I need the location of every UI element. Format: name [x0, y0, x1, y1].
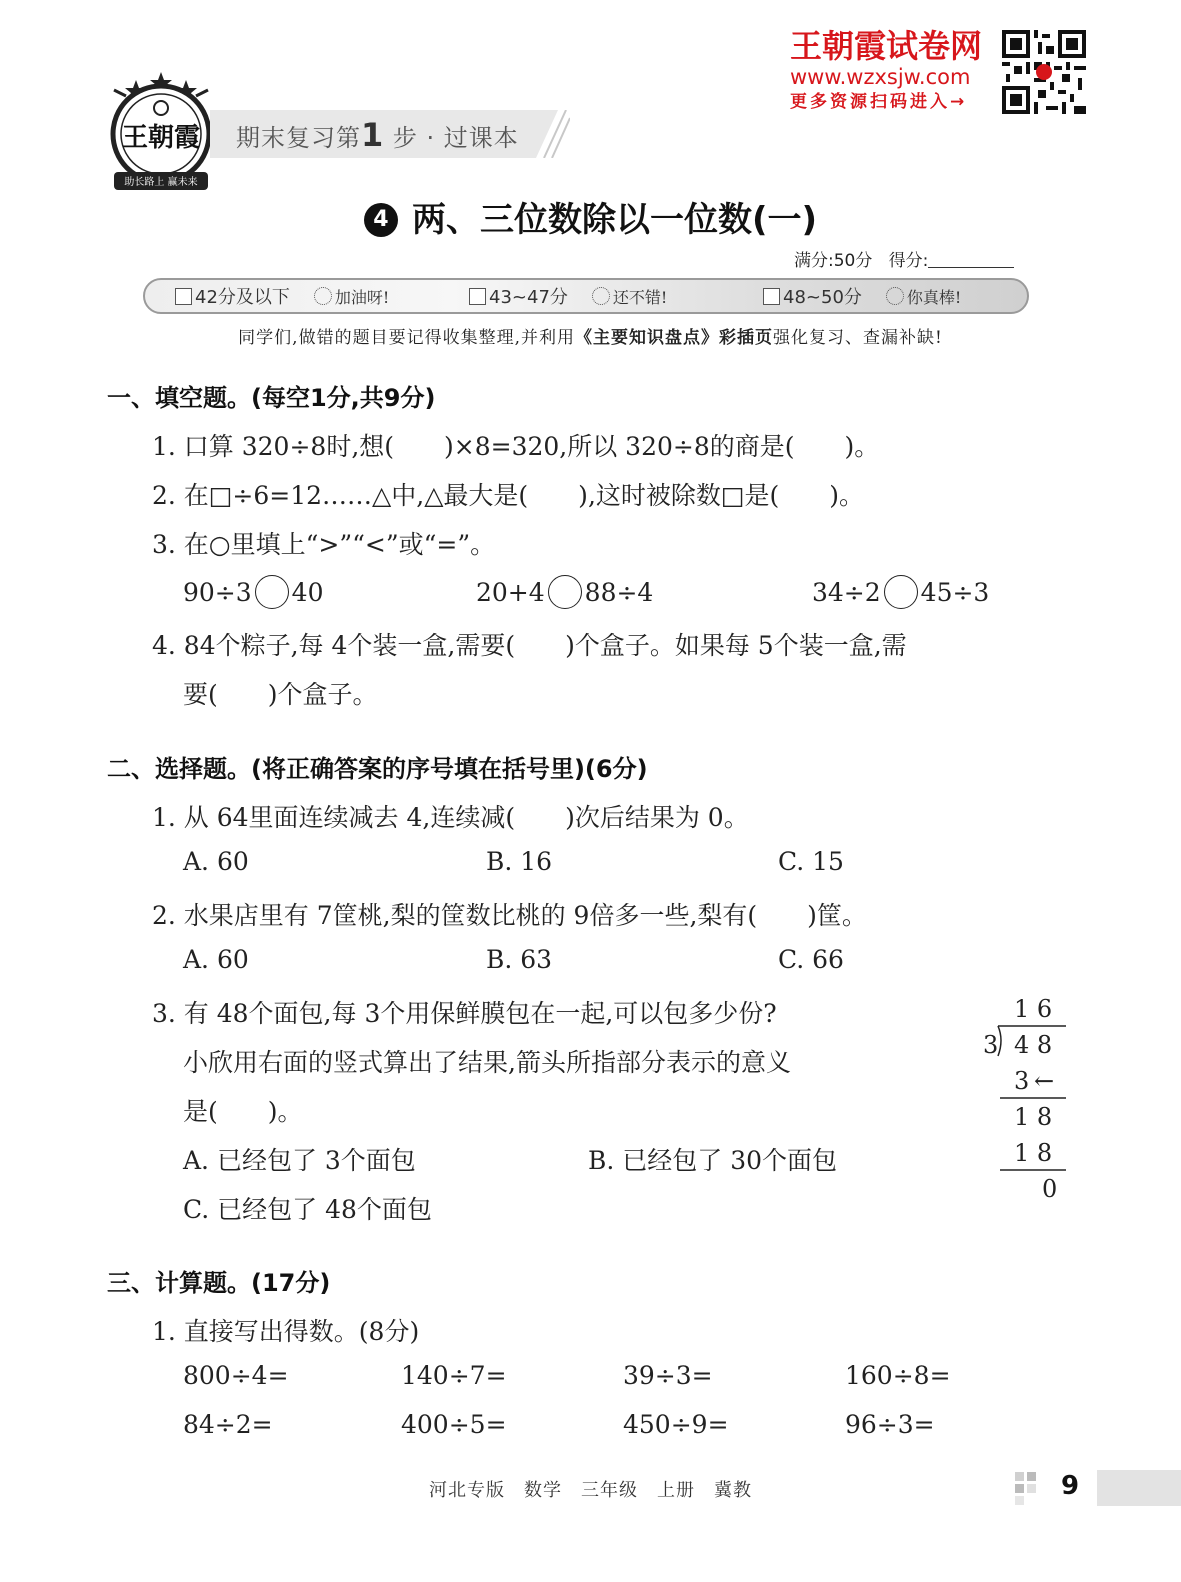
reminder-text: 同学们,做错的题目要记得收集整理,并利用《主要知识盘点》彩插页强化复习、查漏补缺! — [238, 328, 943, 348]
score-line — [794, 246, 1014, 271]
checkbox-icon[interactable] — [469, 288, 486, 305]
grade-tip: 加油呀! — [334, 287, 390, 307]
footer-info: 河北专版 数学 三年级 上册 冀教 — [429, 1480, 752, 1501]
subtract-2: 1 8 — [1014, 1139, 1053, 1167]
option[interactable]: B. 16 — [486, 847, 553, 876]
brand-block — [790, 28, 1000, 114]
calc-item: 96÷3= — [845, 1410, 935, 1439]
section-2-heading: 二、选择题。(将正确答案的序号填在括号里)(6分) — [107, 755, 648, 783]
checkbox-icon[interactable] — [763, 288, 780, 305]
lesson-number: 4 — [364, 203, 398, 237]
question-3-1: 1. 直接写出得数。(8分) — [152, 1317, 420, 1346]
option[interactable]: A. 60 — [183, 847, 249, 876]
brand-url[interactable]: www.wzxsjw.com — [790, 65, 971, 89]
logo-name: 王朝霞 — [121, 123, 201, 153]
grade-range: 48~50分 — [783, 287, 862, 308]
smiley-icon — [886, 287, 904, 305]
score-blank[interactable] — [928, 250, 1014, 268]
page-tab — [1097, 1470, 1181, 1506]
compare-item: 34÷2 45÷3 — [812, 575, 989, 609]
grade-tip: 你真棒! — [906, 287, 962, 307]
long-division — [970, 990, 1080, 1210]
dividend: 4 8 — [1014, 1031, 1053, 1059]
grade-option — [439, 283, 733, 309]
quotient: 1 6 — [1014, 995, 1053, 1023]
question-2-1: 1. 从 64里面连续减去 4,连续减( )次后结果为 0。 — [152, 803, 749, 832]
compare-item: 20+4 88÷4 — [476, 575, 653, 609]
option[interactable]: C. 已经包了 48个面包 — [183, 1195, 432, 1224]
page-title — [0, 192, 1181, 241]
compare-item: 90÷3 40 — [183, 575, 323, 609]
logo-slogan: 助长路上 赢未来 — [124, 177, 198, 188]
grade-bar — [143, 278, 1029, 314]
corner-squares-icon — [1015, 1472, 1047, 1506]
option[interactable]: C. 66 — [778, 945, 844, 974]
grade-tip: 还不错! — [612, 287, 668, 307]
brand-name: 王朝霞试卷网 — [790, 27, 983, 65]
question-2-3-cont: 小欣用右面的竖式算出了结果,箭头所指部分表示的意义 — [183, 1048, 791, 1077]
option[interactable]: C. 15 — [778, 847, 844, 876]
compare-circle[interactable] — [884, 575, 918, 609]
calc-item: 800÷4= — [183, 1361, 289, 1390]
calc-item: 400÷5= — [401, 1410, 507, 1439]
checkbox-icon[interactable] — [175, 288, 192, 305]
grade-range: 43~47分 — [489, 287, 568, 308]
option[interactable]: A. 60 — [183, 945, 249, 974]
calc-item: 84÷2= — [183, 1410, 273, 1439]
question-2-3: 3. 有 48个面包,每 3个用保鲜膜包在一起,可以包多少份? — [152, 999, 777, 1028]
page-number: 9 — [1060, 1471, 1080, 1501]
lesson-title: 两、三位数除以一位数(一) — [411, 200, 818, 240]
grade-option — [145, 283, 439, 309]
calc-item: 160÷8= — [845, 1361, 951, 1390]
calc-item: 140÷7= — [401, 1361, 507, 1390]
banner-title: 期末复习第1 步 · 过课本 — [236, 116, 519, 154]
question-1-4: 4. 84个粽子,每 4个装一盒,需要( )个盒子。如果每 5个装一盒,需 — [152, 631, 907, 660]
calc-item: 39÷3= — [623, 1361, 713, 1390]
question-1-3: 3. 在○里填上“>”“<”或“=”。 — [152, 530, 496, 559]
qr-code-icon[interactable] — [1002, 30, 1086, 114]
calc-item: 450÷9= — [623, 1410, 729, 1439]
question-1-4-cont: 要( )个盒子。 — [183, 680, 378, 709]
remainder: 0 — [1042, 1175, 1058, 1203]
score-label: 得分: — [888, 251, 929, 271]
partial: 1 8 — [1014, 1103, 1053, 1131]
divisor: 3 — [983, 1031, 999, 1059]
question-2-3-cont: 是( )。 — [183, 1097, 303, 1126]
option[interactable]: A. 已经包了 3个面包 — [183, 1146, 416, 1175]
option[interactable]: B. 已经包了 30个面包 — [588, 1146, 838, 1175]
smiley-icon — [592, 287, 610, 305]
question-1-1: 1. 口算 320÷8时,想( )×8=320,所以 320÷8的商是( )。 — [152, 432, 880, 461]
question-2-2: 2. 水果店里有 7筐桃,梨的筐数比桃的 9倍多一些,梨有( )筐。 — [152, 901, 867, 930]
full-score: 满分:50分 — [794, 251, 873, 271]
subtract-1: 3 — [1014, 1067, 1030, 1095]
compare-circle[interactable] — [548, 575, 582, 609]
section-1-heading: 一、填空题。(每空1分,共9分) — [107, 384, 436, 412]
smiley-icon — [314, 287, 332, 305]
grade-option — [733, 283, 1027, 309]
arrow-icon: ← — [1034, 1067, 1055, 1095]
brand-tip: 更多资源扫码进入→ — [790, 92, 968, 112]
option[interactable]: B. 63 — [486, 945, 553, 974]
grade-range: 42分及以下 — [195, 287, 290, 308]
wangzhaoxia-logo-seal — [106, 66, 216, 192]
question-1-2: 2. 在□÷6=12……△中,△最大是( ),这时被除数□是( )。 — [152, 481, 865, 510]
section-3-heading: 三、计算题。(17分) — [107, 1269, 331, 1297]
compare-circle[interactable] — [255, 575, 289, 609]
